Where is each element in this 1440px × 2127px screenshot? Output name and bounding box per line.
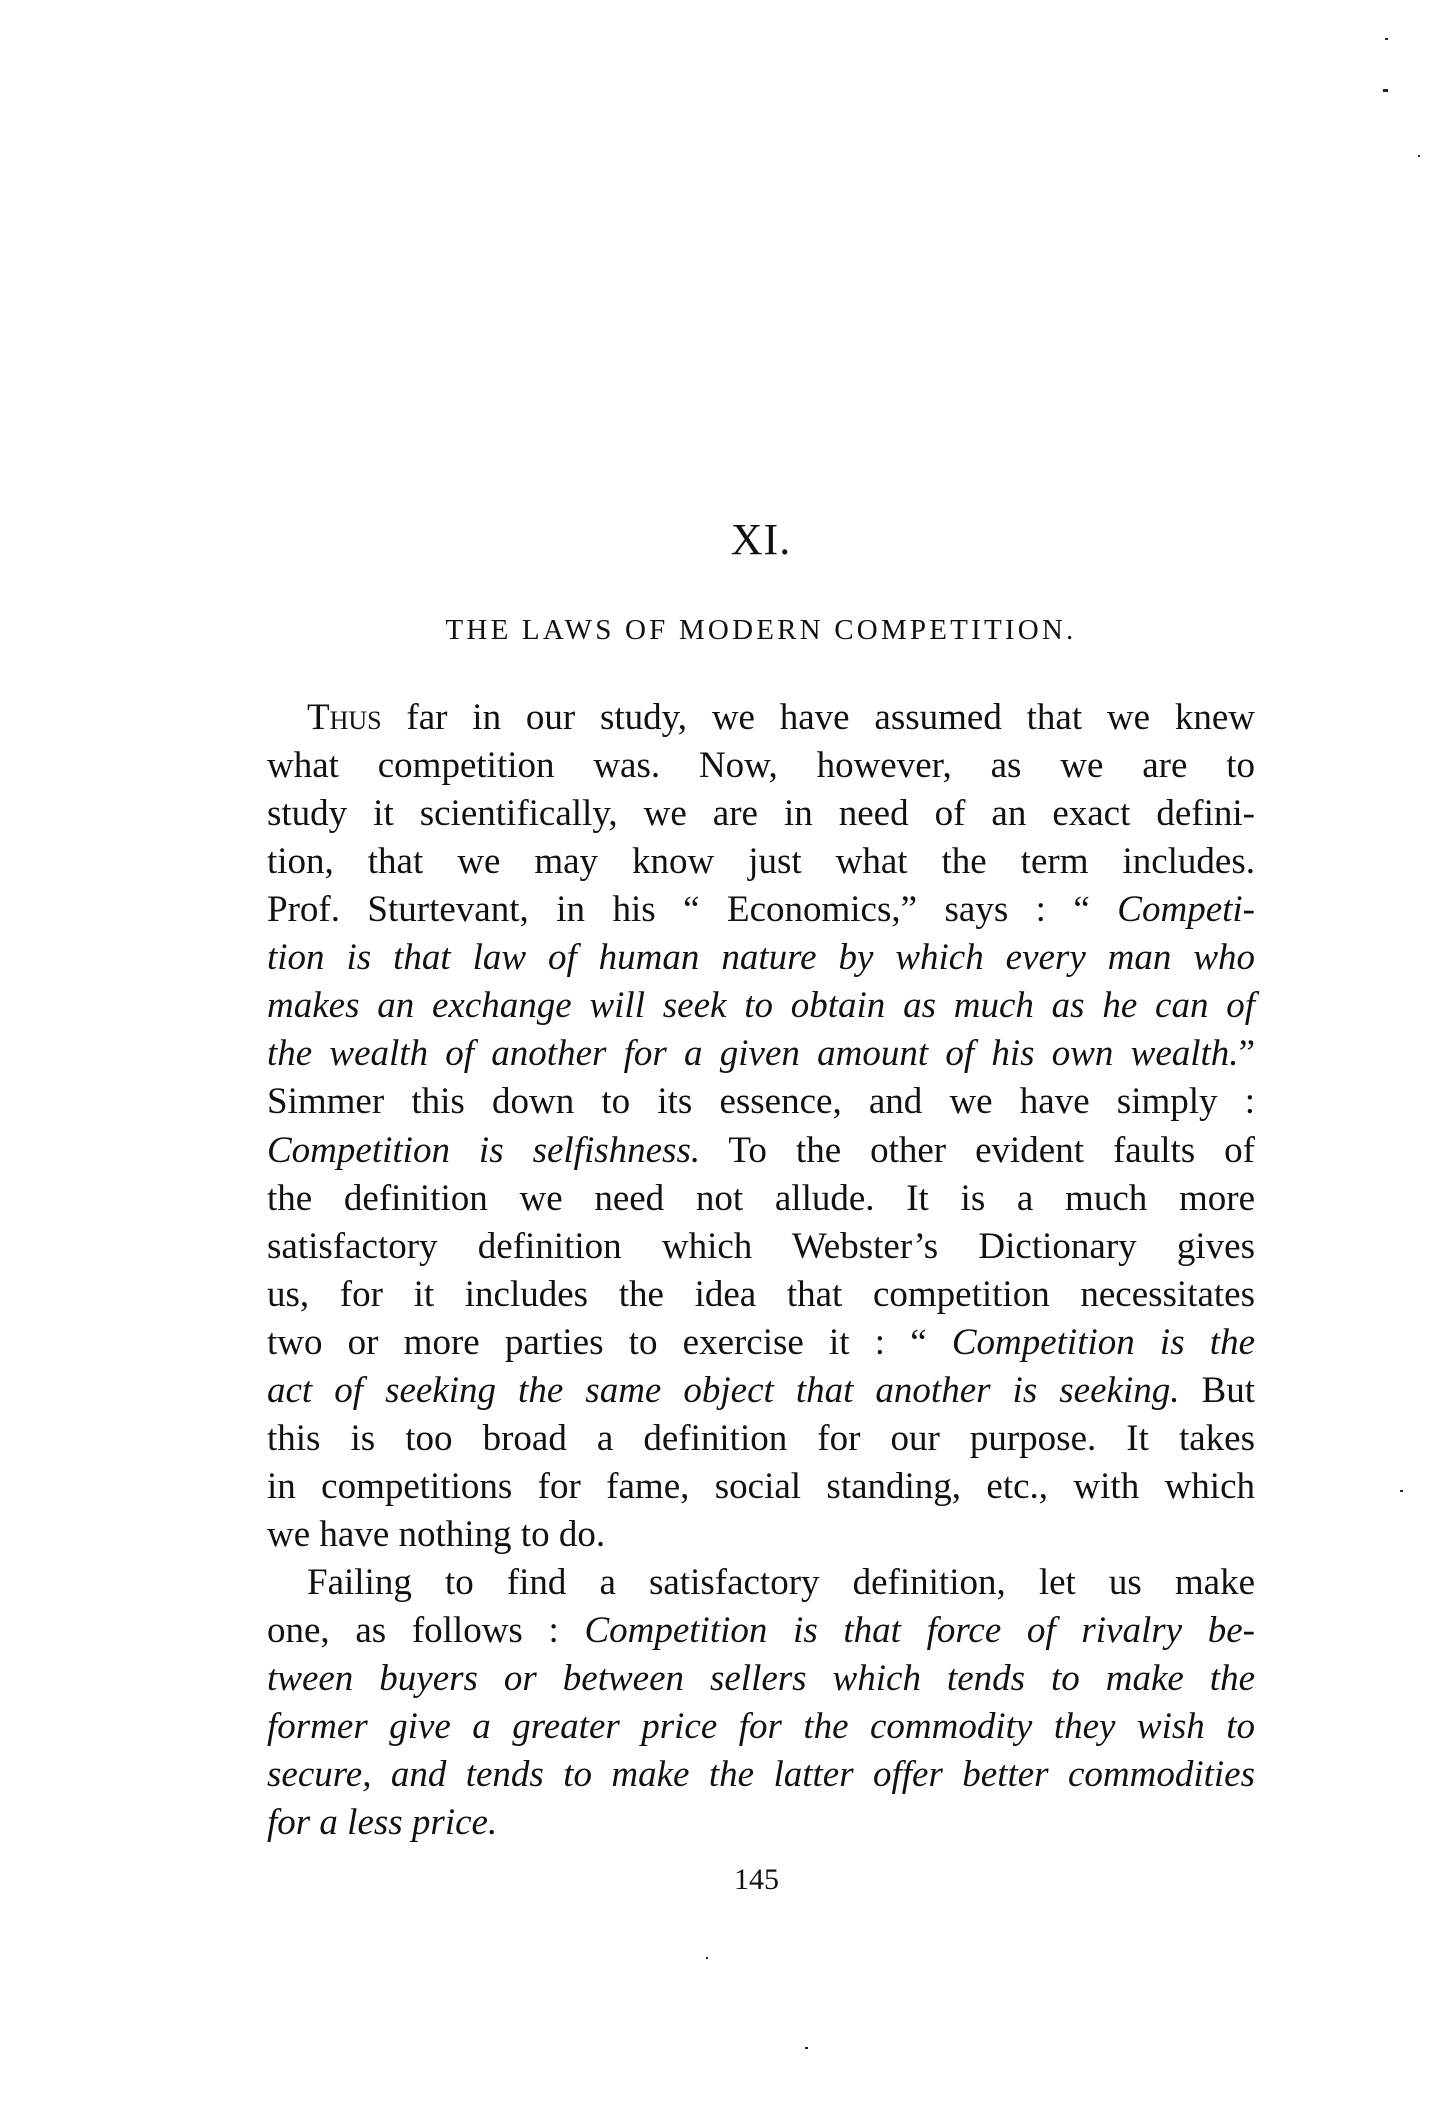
text-line [267, 1751, 1255, 1799]
text-segment: two or more parties to exercise it : “ [267, 1321, 952, 1363]
chapter-title: THE LAWS OF MODERN COMPETITION. [445, 614, 1077, 646]
italic-text: Competition is that force of rivalry be- [584, 1610, 1255, 1652]
text-segment: far in our study, we have assumed that we knew [381, 697, 1255, 738]
text-segment: To the other evident faults of [700, 1129, 1255, 1171]
text-line [267, 1799, 1255, 1847]
italic-text: act of seeking the same object that another is seeking. [267, 1369, 1180, 1411]
text-line [267, 1703, 1255, 1751]
text-line [307, 1559, 1255, 1607]
text-line [267, 982, 1255, 1030]
text-segment: one, as follows : [267, 1610, 585, 1652]
text-segment: But [1179, 1369, 1255, 1411]
text-segment: study it scientifically, we are in need of an exact defini- [267, 793, 1255, 835]
scan-speck [706, 1957, 708, 1959]
text-line [267, 1319, 1255, 1367]
text-segment: this is too broad a definition for our purpose. It takes [267, 1417, 1255, 1459]
italic-text: secure, and tends to make the latter offer better commodities [267, 1754, 1255, 1796]
scan-speck [1400, 1490, 1403, 1492]
text-line [267, 1655, 1255, 1703]
text-line [267, 886, 1255, 934]
text-segment: Failing to find a satisfactory definition, let us make [307, 1562, 1255, 1604]
text-line [267, 1367, 1255, 1415]
italic-text: former give a greater price for the commodity they wish to [267, 1706, 1255, 1748]
text-line [267, 1271, 1255, 1319]
text-segment: we have nothing to do. [267, 1514, 606, 1556]
italic-text: Competition is the [951, 1321, 1255, 1363]
chapter-number: XI. [730, 515, 792, 564]
text-line [267, 1511, 1255, 1559]
italic-text: for a less price. [267, 1802, 498, 1844]
text-segment: Prof. Sturtevant, in his “ Economics,” says : “ [267, 889, 1118, 931]
text-line [267, 934, 1255, 982]
scan-speck [1418, 155, 1420, 157]
text-line [267, 790, 1255, 838]
small-caps-text: Thus [307, 697, 382, 738]
text-line [267, 1030, 1255, 1078]
italic-text: the wealth of another for a given amount of his own wealth. [267, 1033, 1239, 1075]
text-segment: us, for it includes the idea that competition necessitates [267, 1273, 1255, 1315]
text-line [267, 742, 1255, 790]
text-segment: tion, that we may know just what the term includes. [267, 841, 1255, 883]
text-line [267, 1463, 1255, 1511]
text-segment: Simmer this down to its essence, and we have simply : [267, 1081, 1255, 1123]
page-number: 145 [734, 1863, 779, 1896]
italic-text: makes an exchange will seek to obtain as much as he can of [267, 985, 1255, 1027]
text-line [267, 1415, 1255, 1463]
text-segment: ” [1238, 1033, 1255, 1075]
text-segment: the definition we need not allude. It is a much more [267, 1177, 1255, 1219]
text-line [267, 1175, 1255, 1223]
scan-speck [1383, 89, 1388, 92]
scan-speck [805, 2047, 808, 2049]
scan-speck [1385, 38, 1388, 40]
text-line [267, 838, 1255, 886]
text-line [267, 1078, 1255, 1126]
text-line [267, 1127, 1255, 1175]
italic-text: Competition is selfishness. [267, 1129, 701, 1171]
text-segment: what competition was. Now, however, as we are to [267, 745, 1255, 787]
text-line [307, 694, 1255, 742]
italic-text: Competi- [1117, 889, 1255, 931]
text-line [267, 1607, 1255, 1655]
italic-text: tween buyers or between sellers which tends to make the [267, 1658, 1255, 1700]
text-segment: in competitions for fame, social standing, etc., with which [267, 1465, 1255, 1507]
italic-text: tion is that law of human nature by which every man who [267, 937, 1255, 979]
text-line [267, 1223, 1255, 1271]
text-segment: satisfactory definition which Webster’s Dictionary gives [267, 1225, 1255, 1267]
